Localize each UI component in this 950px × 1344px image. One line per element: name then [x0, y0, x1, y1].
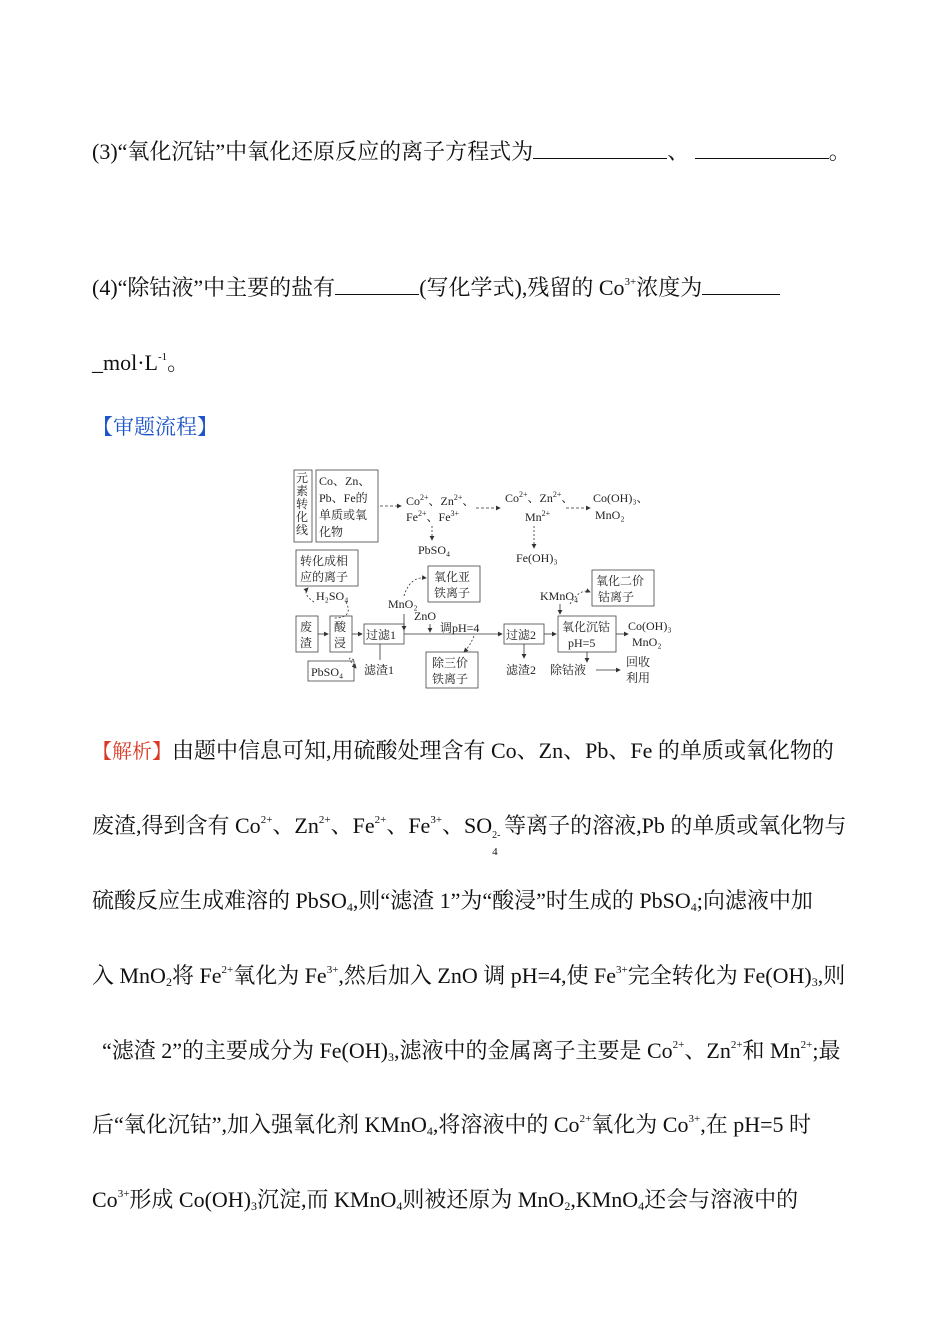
mno2-label: MnO₂: [388, 597, 418, 611]
box-removefe-l1: 除三价: [432, 656, 469, 670]
box-oxfe-l2: 铁离子: [434, 586, 471, 600]
p3-b: ,则“滤渣 1”为“酸浸”时生成的 PbSO: [352, 888, 691, 913]
q4-mid: (写化学式),残留的 Co: [419, 275, 625, 300]
p2-c: 、Fe: [330, 813, 375, 838]
p4-sub2: 3: [811, 975, 818, 989]
p6-sup1: 2+: [579, 1113, 592, 1125]
p6-c: 氧化为 Co: [591, 1112, 689, 1137]
q3-end: 。: [828, 139, 851, 164]
p5-e: ;最: [812, 1038, 841, 1063]
p4-sup3: 3+: [616, 964, 628, 976]
box-elements-l1: Co、Zn、: [319, 474, 371, 488]
p7-sub4: 4: [638, 1199, 645, 1213]
box-waste-l2: 渣: [300, 636, 313, 650]
p3-sub1: 4: [346, 900, 353, 914]
box-elements-l3: 单质或氧: [319, 508, 368, 522]
adjust-ph: 调pH=4: [440, 621, 480, 635]
q3-answer-blank-2[interactable]: [695, 138, 829, 159]
ions2-line2: $Mn^{2+}$: [525, 509, 551, 524]
residue2: 滤渣2: [506, 663, 537, 677]
p7-sub1: 3: [251, 1199, 258, 1213]
h2so4-label: H₂SO₄: [316, 589, 349, 603]
recycle-l2: 利用: [626, 671, 651, 685]
side-char-1: 元: [296, 471, 309, 485]
ions2-line1: $Co^{2+}$、$Zn^{2+}$、: [505, 490, 574, 505]
box-removefe-l2: 铁离子: [432, 672, 469, 686]
p5-sup3: 2+: [800, 1039, 813, 1051]
arrow-oxfe: [404, 578, 426, 596]
process-flow-diagram: [294, 468, 672, 688]
p4-d: ,然后加入 ZnO 调 pH=4,使 Fe: [338, 963, 617, 988]
side-char-3: 转: [296, 497, 309, 511]
p7-b: 形成 Co(OH): [129, 1187, 252, 1212]
p3: 硫酸反应生成难溶的 PbSO: [92, 888, 347, 913]
p6-sub1: 4: [426, 1124, 433, 1138]
p6-b: ,将溶液中的 Co: [432, 1112, 580, 1137]
p7-sub2: 4: [396, 1199, 403, 1213]
analysis-line-3: [92, 886, 813, 916]
box-filter2-label: 过滤2: [506, 628, 537, 642]
ions1-line2: $Fe^{2+}$、$Fe^{3+}$: [406, 509, 460, 524]
analysis-line-4: [92, 961, 845, 991]
p6-d: ,在 pH=5 时: [700, 1112, 811, 1137]
p2-b: 、Zn: [272, 813, 319, 838]
q4-answer-blank-salt[interactable]: [335, 274, 419, 295]
pbso4-top: PbSO₄: [418, 543, 451, 557]
prod-bottom-2: MnO₂: [632, 635, 662, 649]
p5-b: ,滤液中的金属离子主要是 Co: [393, 1038, 673, 1063]
flow-svg: [294, 468, 672, 688]
p6-a: 后“氧化沉钴”,加入强氧化剂 KMnO: [92, 1112, 427, 1137]
p4-a: 入 MnO: [92, 963, 166, 988]
feoh3-label: Fe(OH)₃: [516, 551, 558, 565]
box-convert-l1: 转化成相: [300, 554, 349, 568]
p7-e: ,KMnO: [570, 1187, 639, 1212]
decobalt: 除钴液: [550, 663, 587, 677]
q4-mid2: 浓度为: [636, 275, 703, 300]
p4-b: 将 Fe: [171, 963, 222, 988]
p7-f: 还会与溶液中的: [644, 1187, 799, 1212]
flow-title: 【审题流程】: [92, 415, 218, 439]
analysis-line-2: [92, 811, 847, 858]
p3-c: ;向滤液中加: [696, 888, 813, 913]
box-filter1-label: 过滤1: [366, 628, 397, 642]
box-waste-l1: 废: [300, 620, 313, 634]
q4-answer-blank-conc[interactable]: [702, 274, 780, 295]
q3-text: (3)“氧化沉钴”中氧化还原反应的离子方程式为: [92, 139, 534, 164]
q4-end: 。: [167, 350, 190, 375]
zno-label: ZnO: [414, 609, 436, 623]
recycle-l1: 回收: [626, 655, 651, 669]
side-char-5: 线: [296, 523, 309, 537]
q4-unit: _mol·L: [92, 350, 158, 375]
p3-sub2: 4: [690, 900, 697, 914]
p2-c2: 2+: [318, 814, 331, 826]
analysis-line-1: [92, 736, 834, 766]
box-acid-l1: 酸: [334, 620, 347, 634]
arrow-pbso4-bend: [349, 658, 356, 668]
p2-a: 废渣,得到含有 Co: [92, 813, 261, 838]
analysis-line-5: [102, 1036, 840, 1066]
p7-c: 沉淀,而 KMnO: [257, 1187, 397, 1212]
p5-d: 和 Mn: [742, 1038, 801, 1063]
q4-text: (4)“除钴液”中主要的盐有: [92, 275, 336, 300]
p5-sup2: 2+: [730, 1039, 743, 1051]
p4-sup2: 3+: [326, 964, 339, 976]
p5-sub1: 3: [387, 1050, 394, 1064]
box-elements-l4: 化物: [319, 525, 344, 539]
side-char-2: 素: [296, 484, 309, 498]
residue1: 滤渣1: [364, 663, 395, 677]
co-charge: 3+: [624, 276, 637, 288]
q3-answer-blank-1[interactable]: [533, 138, 667, 159]
prod-bottom-1: Co(OH)₃: [628, 619, 672, 633]
analysis-label: 【解析】: [92, 739, 172, 763]
p5-sup1: 2+: [672, 1039, 685, 1051]
prod-top-2: MnO₂: [595, 508, 625, 522]
box-elements-l2: Pb、Fe的: [319, 491, 368, 505]
prod-top-1: Co(OH)₃、: [593, 491, 649, 505]
analysis-p1: 由题中信息可知,用硫酸处理含有 Co、Zn、Pb、Fe 的单质或氧化物的: [172, 738, 834, 763]
box-oxprec-l1: 氧化沉钴: [562, 620, 611, 634]
so4-sup: 2-: [492, 830, 501, 841]
analysis-line-6: [92, 1110, 811, 1140]
box-oxfe-l1: 氧化亚: [434, 570, 471, 584]
p2-c3: 2+: [374, 814, 387, 826]
p2-d: 、Fe: [386, 813, 431, 838]
p4-e: 完全转化为 Fe(OH): [627, 963, 812, 988]
box-oxco-l2: 钴离子: [598, 590, 635, 604]
p2-e: 、SO: [442, 813, 493, 838]
arrow-removefe: [464, 636, 474, 652]
box-oxprec-l2: pH=5: [568, 636, 596, 650]
p7-sup1: 3+: [117, 1188, 130, 1200]
p7-d: 则被还原为 MnO: [402, 1187, 565, 1212]
question-3: [92, 137, 851, 167]
box-pbso4-label: PbSO₄: [311, 665, 344, 679]
p4-c: 氧化为 Fe: [233, 963, 327, 988]
q3-separator: 、: [667, 139, 690, 164]
side-label: [296, 471, 311, 537]
question-4: [92, 273, 780, 303]
kmno4-label: KMnO₄: [540, 589, 579, 603]
arrow-convert: [306, 588, 314, 602]
arrow-h2so4: [334, 602, 348, 618]
p5-a: “滤渣 2”的主要成分为 Fe(OH): [102, 1038, 388, 1063]
ions1-line1: $Co^{2+}$、$Zn^{2+}$、: [406, 493, 475, 508]
p4-sup1: 2+: [221, 964, 234, 976]
p7-a: Co: [92, 1187, 118, 1212]
box-oxco-l1: 氧化二价: [596, 574, 645, 588]
box-acid-l2: 浸: [334, 636, 347, 650]
box-convert-l2: 应的离子: [300, 570, 349, 584]
so4-sub: 4: [492, 846, 498, 858]
analysis-line-7: [92, 1185, 798, 1215]
p6-sup2: 3+: [688, 1113, 701, 1125]
p2-f: 等离子的溶液,Pb 的单质或氧化物与: [504, 813, 847, 838]
p2-c4: 3+: [430, 814, 443, 826]
question-4-unit: [92, 348, 189, 378]
q4-unit-exp: -1: [158, 351, 168, 363]
side-char-4: 化: [296, 510, 309, 524]
p7-sub3: 2: [564, 1199, 571, 1213]
p5-c: 、Zn: [684, 1038, 731, 1063]
p4-sub1: 2: [165, 975, 172, 989]
p2-c1: 2+: [260, 814, 273, 826]
p4-f: ,则: [817, 963, 846, 988]
